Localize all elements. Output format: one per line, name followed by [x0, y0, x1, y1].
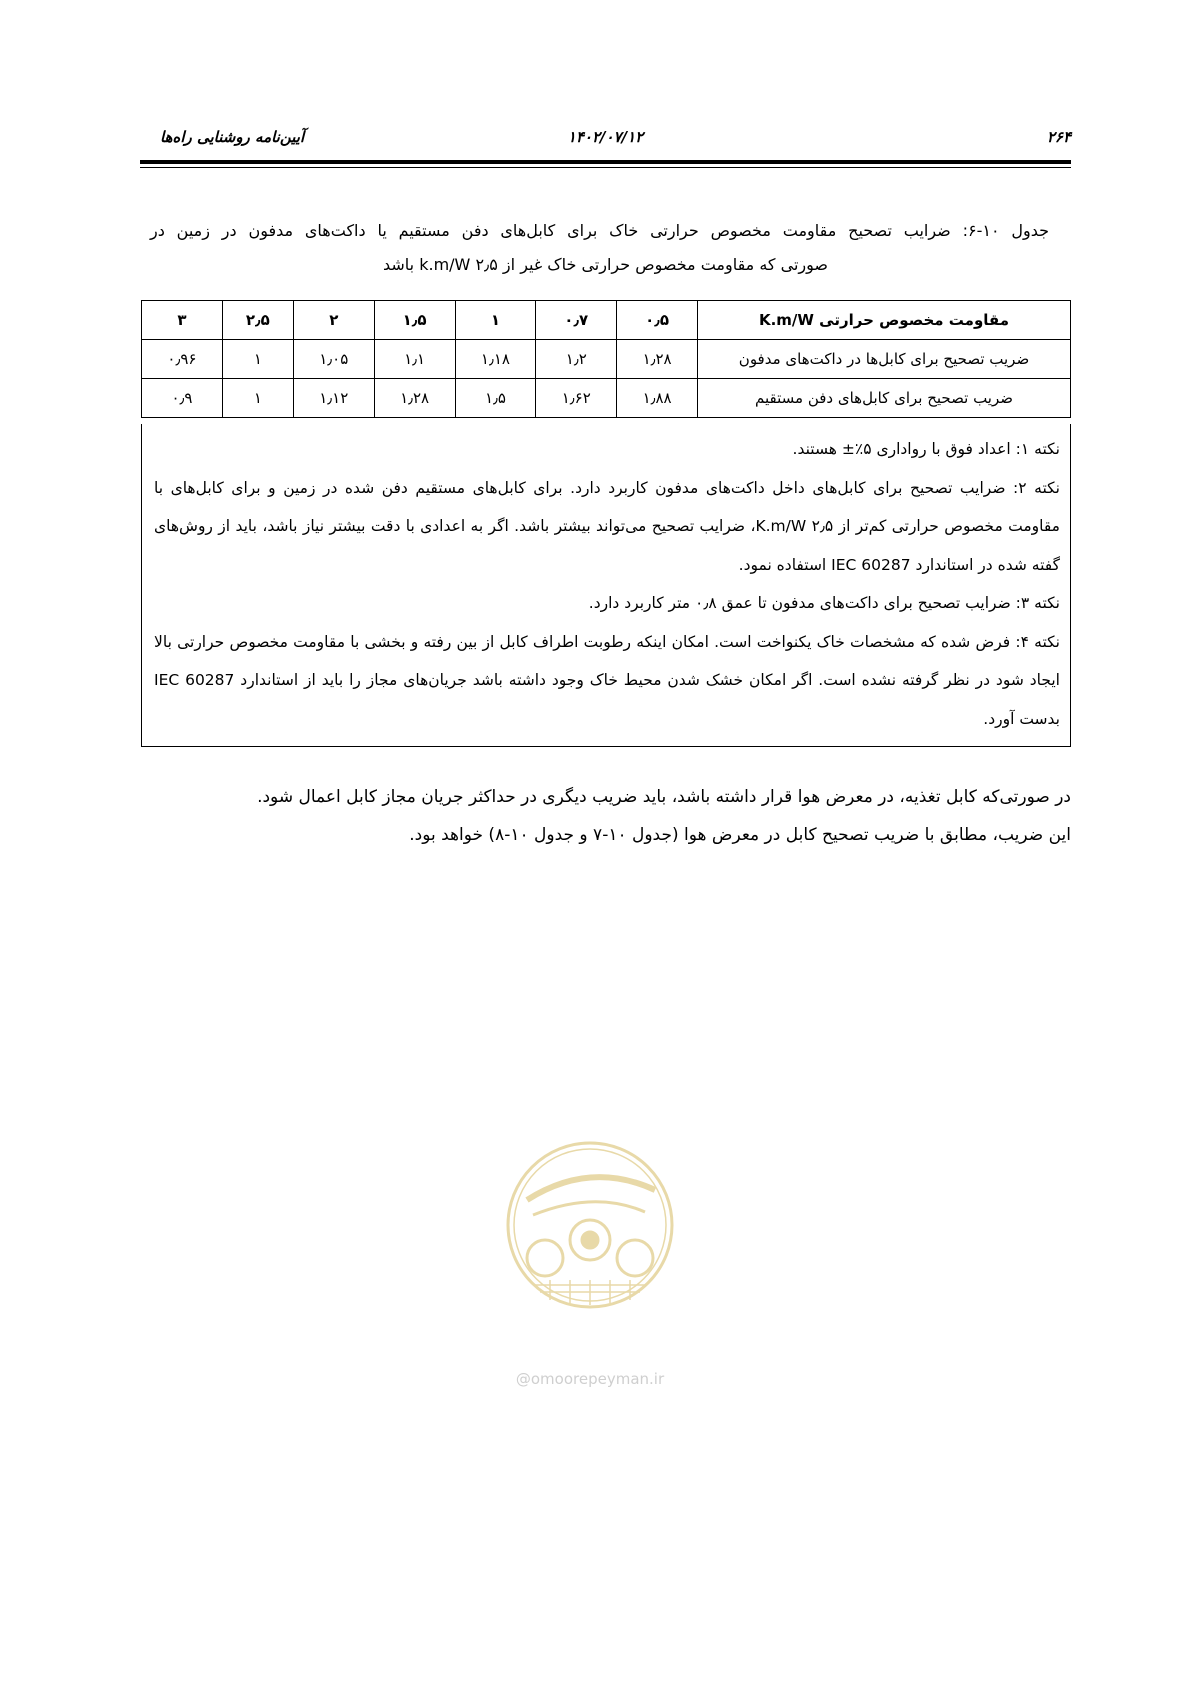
table-cell: ۱: [222, 340, 293, 379]
body-line-1: در صورتی‌که کابل تغذیه، در معرض هوا قرار داشته باشد، باید ضریب دیگری در حداکثر جریان مجاز کابل اعمال شود.: [257, 787, 1071, 807]
table-header-cell: ۳: [142, 301, 223, 340]
page-header: [140, 128, 1071, 154]
body-paragraph: [140, 778, 1071, 854]
table-header-cell: ۱: [455, 301, 536, 340]
note-2: نکته ۲: ضرایب تصحیح برای کابل‌های داخل داکت‌های مدفون کاربرد دارد. برای کابل‌های مستقیم دفن شده در زمین و برای کابل‌های با مقاومت مخصوص حرارتی کم‌تر از K.m/W ۲٫۵، ضرایب تصحیح می‌تواند بیشتر باشد. اگر به اعدادی با دقت بیشتر نیاز باشد، باید از روش‌های گفته شده در استاندارد IEC 60287 استفاده نمود.: [154, 478, 1061, 574]
watermark-logo: [505, 1140, 675, 1388]
table-header-label: مقاومت مخصوص حرارتی K.m/W: [698, 301, 1071, 340]
table-cell: ۱٫۲۸: [617, 340, 698, 379]
table-row: [142, 340, 1071, 379]
table-cell: ۱٫۱۲: [293, 379, 374, 418]
caption-line-1: جدول ۱۰-۶: ضرایب تصحیح مقاومت مخصوص حرارتی خاک برای کابل‌های دفن مستقیم یا داکت‌های مدفون در زمین در: [150, 221, 1050, 240]
row-label: ضریب تصحیح برای کابل‌های دفن مستقیم: [698, 379, 1071, 418]
watermark-url: @omoorepeyman.ir: [515, 1370, 665, 1388]
table-header-cell: ۲٫۵: [222, 301, 293, 340]
table-cell: ۱٫۰۵: [293, 340, 374, 379]
table-header-cell: ۰٫۵: [617, 301, 698, 340]
table-cell: ۱٫۵: [455, 379, 536, 418]
header-rule-thin: [140, 167, 1071, 168]
correction-factor-table: [141, 300, 1071, 418]
caption-line-2: صورتی که مقاومت مخصوص حرارتی خاک غیر از k.m/W ۲٫۵ باشد: [383, 255, 828, 274]
table-header-cell: ۱٫۵: [374, 301, 455, 340]
table-header-cell: ۲: [293, 301, 374, 340]
table-cell: ۱٫۶۲: [536, 379, 617, 418]
table-cell: ۱٫۸۸: [617, 379, 698, 418]
body-line-2: این ضریب، مطابق با ضریب تصحیح کابل در معرض هوا (جدول ۱۰-۷ و جدول ۱۰-۸) خواهد بود.: [409, 825, 1071, 845]
table-cell: ۰٫۹۶: [142, 340, 223, 379]
table-caption: [150, 214, 1061, 282]
watermark-emblem-icon: [505, 1140, 675, 1360]
note-4: نکته ۴: فرض شده که مشخصات خاک یکنواخت است. امکان اینکه رطوبت اطراف کابل از بین رفته و بخشی با مقاومت مخصوص حرارتی بالا ایجاد شود در نظر گرفته نشده است. اگر امکان خشک شدن محیط خاک وجود داشته باشد جریان‌های مجاز را باید از استاندارد IEC 60287 بدست آورد.: [154, 632, 1060, 728]
note-3: نکته ۳: ضرایب تصحیح برای داکت‌های مدفون تا عمق ۰٫۸ متر کاربرد دارد.: [588, 594, 1060, 612]
row-label: ضریب تصحیح برای کابل‌ها در داکت‌های مدفون: [698, 340, 1071, 379]
table-cell: ۱٫۱: [374, 340, 455, 379]
table-row: [142, 379, 1071, 418]
note-1: نکته ۱: اعداد فوق با رواداری ۵٪± هستند.: [792, 440, 1060, 458]
table-header-cell: ۰٫۷: [536, 301, 617, 340]
table-cell: ۱٫۲: [536, 340, 617, 379]
table-cell: ۱٫۱۸: [455, 340, 536, 379]
table-cell: ۰٫۹: [142, 379, 223, 418]
header-title: آیین‌نامه روشنایی راه‌ها: [160, 128, 305, 146]
table-notes: [141, 424, 1071, 747]
table-cell: ۱: [222, 379, 293, 418]
table-header-row: [142, 301, 1071, 340]
page-number: ۲۶۴: [1046, 128, 1071, 146]
table-cell: ۱٫۲۸: [374, 379, 455, 418]
header-date: ۱۴۰۲/۰۷/۱۲: [567, 128, 644, 146]
header-rule-thick: [140, 160, 1071, 164]
